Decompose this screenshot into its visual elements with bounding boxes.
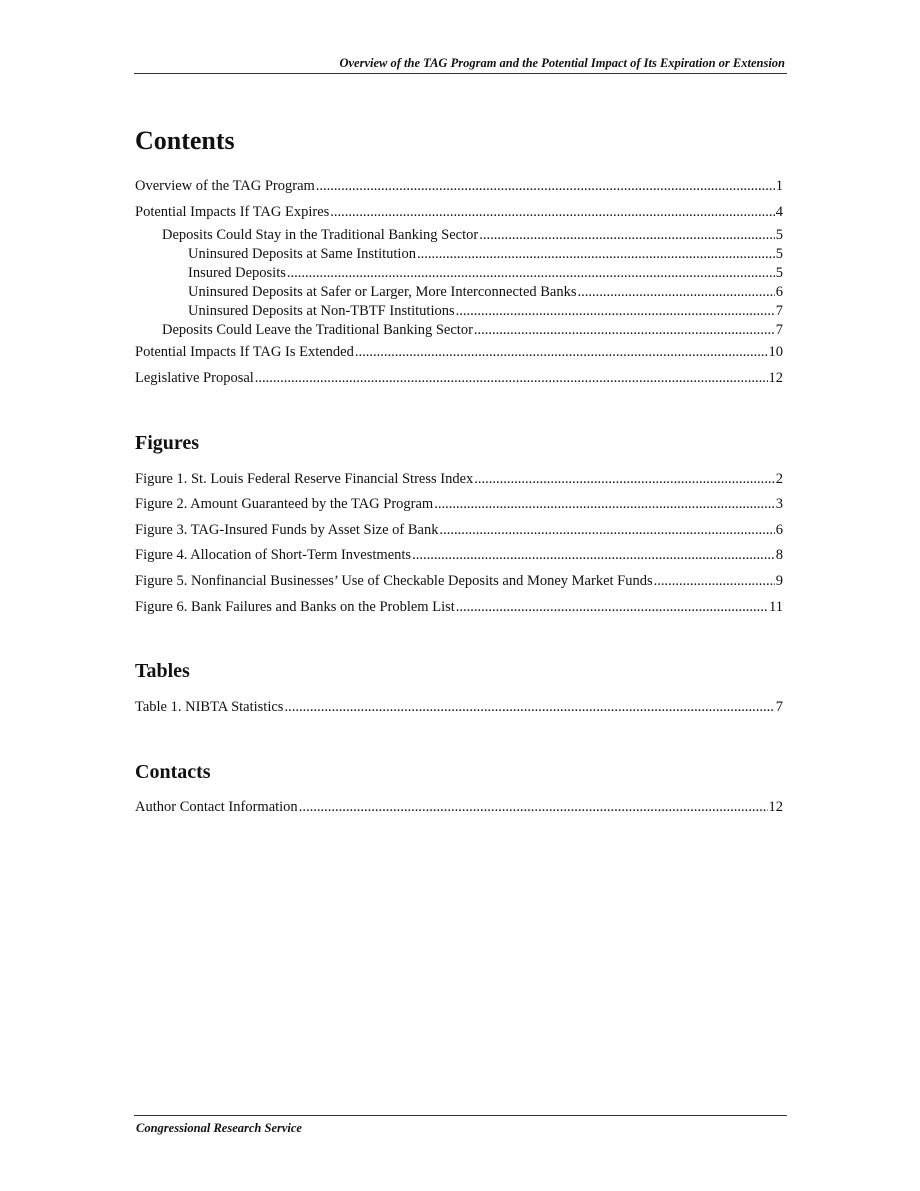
toc-entry[interactable] — [188, 245, 783, 263]
figure-entry-page: 8 — [775, 547, 783, 563]
figure-entry-page: 9 — [775, 573, 783, 589]
dot-leader — [316, 177, 775, 195]
toc-entry[interactable] — [135, 369, 783, 387]
toc-entry[interactable] — [162, 321, 783, 339]
dot-leader — [456, 302, 775, 320]
toc-entry-page: 12 — [768, 370, 783, 386]
figure-entry-label: Figure 1. St. Louis Federal Reserve Financial Stress Index — [135, 471, 474, 487]
figure-entry-label: Figure 6. Bank Failures and Banks on the Problem List — [135, 599, 455, 615]
figure-entry-label: Figure 5. Nonfinancial Businesses’ Use of Checkable Deposits and Money Market Funds — [135, 573, 653, 589]
toc-entry-page: 6 — [775, 284, 783, 300]
contact-entry-page: 12 — [768, 799, 783, 815]
toc-entry-label: Uninsured Deposits at Safer or Larger, More Interconnected Banks — [188, 284, 577, 300]
toc-entry-label: Insured Deposits — [188, 265, 286, 281]
contact-entry-label: Author Contact Information — [135, 799, 298, 815]
running-title: Overview of the TAG Program and the Potential Impact of Its Expiration or Extension — [339, 56, 785, 70]
figure-entry-label: Figure 3. TAG-Insured Funds by Asset Size of Bank — [135, 522, 439, 538]
toc-entry[interactable] — [135, 203, 783, 221]
toc-entry-label: Potential Impacts If TAG Is Extended — [135, 344, 354, 360]
table-entry[interactable] — [135, 698, 783, 716]
figure-entry-label: Figure 2. Amount Guaranteed by the TAG Program — [135, 496, 434, 512]
toc-entry-label: Uninsured Deposits at Non-TBTF Institutions — [188, 303, 455, 319]
toc-entry[interactable] — [188, 283, 783, 301]
dot-leader — [417, 245, 775, 263]
contacts-heading: Contacts — [135, 761, 211, 783]
dot-leader — [434, 495, 775, 513]
dot-leader — [284, 698, 774, 716]
figure-entry[interactable] — [135, 572, 783, 590]
dot-leader — [299, 798, 768, 816]
dot-leader — [255, 369, 768, 387]
dot-leader — [474, 470, 774, 488]
toc-entry-page: 5 — [775, 227, 783, 243]
tables-heading: Tables — [135, 660, 190, 682]
dot-leader — [355, 343, 768, 361]
contents-heading: Contents — [135, 126, 235, 155]
toc-entry-label: Potential Impacts If TAG Expires — [135, 204, 330, 220]
toc-entry[interactable] — [135, 343, 783, 361]
figure-entry-page: 2 — [775, 471, 783, 487]
table-entry-page: 7 — [775, 699, 783, 715]
figure-entry-page: 6 — [775, 522, 783, 538]
toc-entry-label: Deposits Could Leave the Traditional Banking Sector — [162, 322, 473, 338]
dot-leader — [578, 283, 775, 301]
toc-entry-label: Deposits Could Stay in the Traditional Banking Sector — [162, 227, 479, 243]
dot-leader — [330, 203, 774, 221]
toc-entry-label: Uninsured Deposits at Same Institution — [188, 246, 416, 262]
toc-entry-page: 4 — [775, 204, 783, 220]
toc-entry-label: Overview of the TAG Program — [135, 178, 315, 194]
figure-entry[interactable] — [135, 546, 783, 564]
toc-entry-page: 5 — [775, 246, 783, 262]
figures-heading: Figures — [135, 432, 200, 454]
page-footer — [134, 1115, 787, 1135]
toc-entry-page: 1 — [775, 178, 783, 194]
toc-entry-page: 7 — [775, 303, 783, 319]
toc-entry[interactable] — [188, 302, 783, 320]
toc-entry[interactable] — [188, 264, 783, 282]
figure-entry-page: 3 — [775, 496, 783, 512]
toc-entry-page: 10 — [768, 344, 783, 360]
dot-leader — [412, 546, 775, 564]
dot-leader — [474, 321, 775, 339]
table-entry-label: Table 1. NIBTA Statistics — [135, 699, 284, 715]
dot-leader — [439, 521, 774, 539]
toc-entry-label: Legislative Proposal — [135, 370, 254, 386]
figure-entry-page: 11 — [769, 599, 783, 615]
toc-entry-page: 5 — [775, 265, 783, 281]
figure-entry[interactable] — [135, 598, 783, 616]
dot-leader — [287, 264, 775, 282]
toc-entry[interactable] — [162, 226, 783, 244]
running-header — [134, 55, 787, 74]
figure-entry[interactable] — [135, 495, 783, 513]
figure-entry[interactable] — [135, 521, 783, 539]
figure-entry-label: Figure 4. Allocation of Short-Term Investments — [135, 547, 412, 563]
contact-entry[interactable] — [135, 798, 783, 816]
dot-leader — [479, 226, 775, 244]
dot-leader — [654, 572, 775, 590]
dot-leader — [456, 598, 768, 616]
footer-publisher: Congressional Research Service — [136, 1121, 302, 1135]
toc-entry-page: 7 — [775, 322, 783, 338]
toc-entry[interactable] — [135, 177, 783, 195]
figure-entry[interactable] — [135, 470, 783, 488]
